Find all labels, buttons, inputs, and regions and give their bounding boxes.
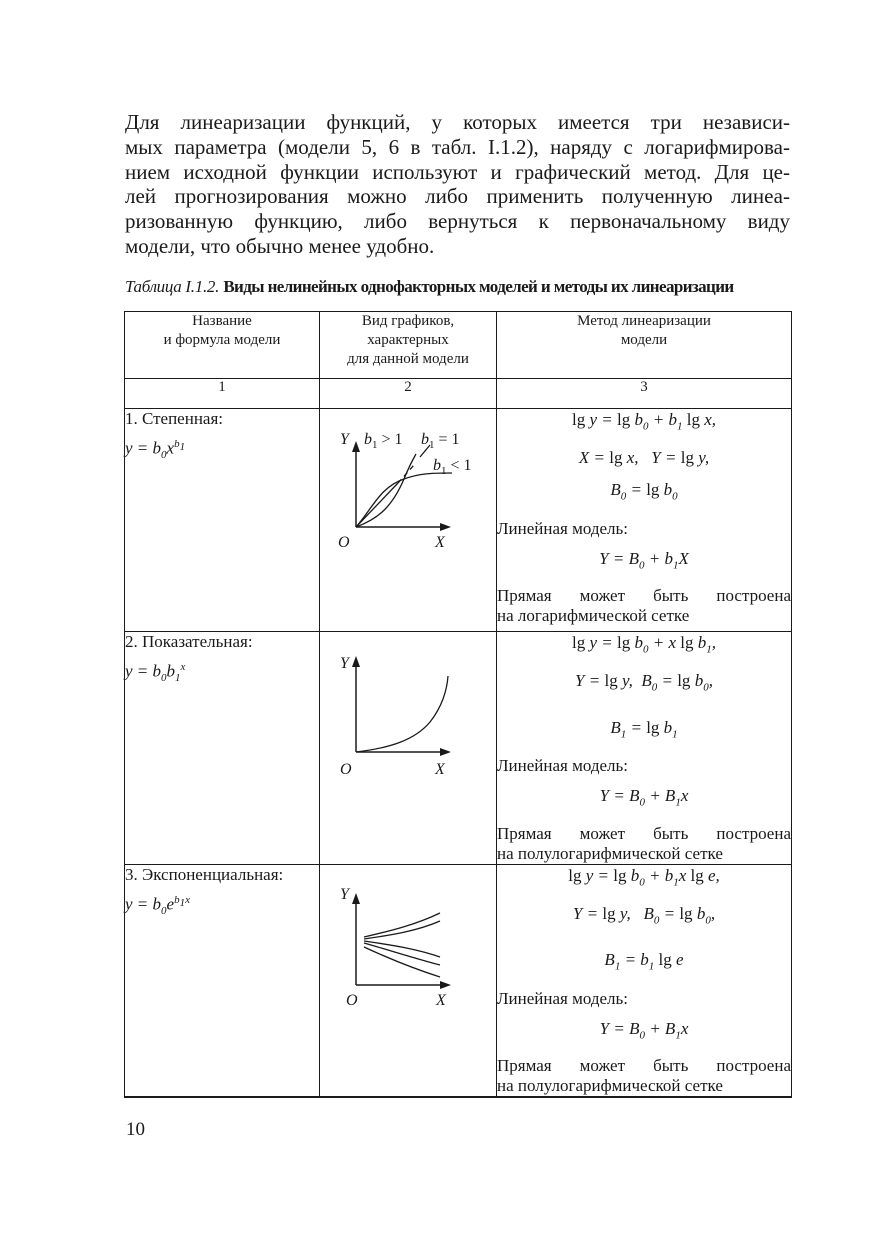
- method-note: Прямая может быть построена: [497, 823, 791, 843]
- paragraph-line: Для линеаризации функций, у которых имеется три независи-: [125, 110, 790, 134]
- model-name-cell: [125, 632, 320, 865]
- paragraph-line: ризованную функцию, либо вернуться к первоначальному виду: [125, 209, 790, 234]
- method-note: на логарифмической сетке: [497, 606, 690, 626]
- header-graph-type: [320, 312, 497, 379]
- model-name: 1. Степенная:: [125, 409, 224, 428]
- curve-b1-eq-1: [356, 483, 398, 527]
- equation: $Y = B_0 + b_1X$: [599, 548, 689, 572]
- page-number: 10: [126, 1119, 145, 1140]
- method-note: Прямая может быть построена: [497, 1056, 791, 1076]
- model-formula: $y = b_0e^{b_1x}$: [125, 893, 190, 917]
- method-note: на полулогарифмической сетке: [497, 843, 723, 863]
- equation: $B_1 = b_1$ lg e: [604, 950, 684, 973]
- header-model-name: [125, 312, 320, 379]
- equation: X = lg x, Y = lg y,: [578, 448, 710, 468]
- origin-label: O: [338, 534, 350, 551]
- equation: Y = lg y, $B_0 = \lg b_0$,: [572, 903, 716, 927]
- header-text: Название: [192, 313, 252, 329]
- curve-b1-lt-1: [356, 473, 452, 527]
- equation: $\lg y = \lg b_0 + x$ $\lg b_1$,: [571, 633, 716, 656]
- header-text: Вид графиков,: [361, 313, 455, 329]
- equation: $\lg y = \lg b_0 + b_1$ lg x,: [571, 410, 716, 433]
- method-note: на полулогарифмической сетке: [497, 1076, 723, 1096]
- model-name-cell: [125, 864, 320, 1097]
- y-axis-arrow: [352, 893, 360, 904]
- column-number: 2: [320, 379, 497, 409]
- method-cell: [497, 409, 792, 632]
- equation: $Y = B_0 + B_1x$: [599, 1018, 689, 1042]
- equation: Y = lg y, $B_0 = \lg b_0$,: [575, 671, 713, 694]
- axis-x-label: X: [436, 991, 446, 1009]
- table-header-row: [125, 312, 792, 379]
- origin-label: O: [346, 991, 358, 1009]
- linear-model-label: Линейная модель:: [497, 756, 629, 776]
- table-row: [125, 409, 792, 632]
- header-text: и формула модели: [163, 332, 281, 348]
- linear-model-label: Линейная модель:: [497, 988, 629, 1008]
- x-axis-arrow: [440, 981, 451, 989]
- axis-y-label: Y: [340, 655, 349, 672]
- exponential-e-graph: [320, 865, 496, 1093]
- header-text: для данной модели: [347, 351, 469, 367]
- curve-up-2: [364, 921, 440, 939]
- paragraph-line: нием исходной функции используют и графический метод. Для це-: [125, 159, 790, 184]
- exponential-graph: [320, 632, 496, 858]
- models-table: [124, 311, 792, 1098]
- equation: $Y = B_0 + B_1x$: [599, 786, 689, 809]
- growth-curve: [356, 676, 448, 752]
- model-name-cell: [125, 409, 320, 632]
- equation: $B_1 = \lg b_1$: [610, 717, 678, 741]
- equation: $B_0 = \lg b_0$: [610, 480, 678, 503]
- graph-cell: [320, 864, 497, 1097]
- paragraph-line: модели, что обычно менее удобно.: [125, 233, 435, 258]
- header-text: Метод линеаризации: [577, 313, 711, 329]
- method-cell: [497, 864, 792, 1097]
- equation: $\lg y = \lg b_0 + b_1x$ lg e,: [568, 865, 720, 888]
- axis-y-label: Y: [340, 431, 349, 448]
- model-formula: $y = b_0x^{b_1}$: [125, 438, 186, 462]
- header-text: характерных: [367, 332, 449, 348]
- graph-cell: [320, 632, 497, 865]
- method-cell: [497, 632, 792, 865]
- header-method: [497, 312, 792, 379]
- paragraph-line: лей прогнозирования можно либо применить полученную линеа-: [125, 184, 790, 209]
- dashed-guide: [398, 465, 414, 483]
- method-note: Прямая может быть построена: [497, 586, 791, 606]
- graph-cell: [320, 409, 497, 632]
- label-b1-gt-1: $b_1 > 1$: [364, 431, 403, 451]
- table-row: [125, 864, 792, 1097]
- model-name: 2. Показательная:: [125, 632, 253, 651]
- axis-x-label: X: [435, 761, 445, 778]
- origin-label: O: [340, 761, 352, 778]
- intro-paragraph: [125, 110, 790, 259]
- axis-x-label: X: [435, 534, 445, 551]
- linear-model-label: Линейная модель:: [497, 518, 629, 538]
- label-b1-lt-1: $b_1 < 1$: [433, 457, 472, 477]
- model-formula: $y = b_0b_1^x$: [125, 661, 186, 685]
- column-number: 1: [125, 379, 320, 409]
- model-name: 3. Экспоненциальная:: [125, 864, 284, 884]
- column-number-row: [125, 379, 792, 409]
- axis-y-label: Y: [340, 885, 349, 903]
- table-row: [125, 632, 792, 865]
- table-caption-label: Таблица I.1.2.: [125, 277, 220, 296]
- x-axis-arrow: [440, 523, 451, 531]
- y-axis-arrow: [352, 441, 360, 452]
- paragraph-line: мых параметра (модели 5, 6 в табл. I.1.2), наряду с логарифмирова-: [125, 134, 790, 159]
- table-caption: [125, 277, 790, 297]
- y-axis-arrow: [352, 656, 360, 667]
- label-b1-eq-1: $b_1 = 1$: [421, 431, 460, 451]
- x-axis-arrow: [440, 748, 451, 756]
- table-caption-title: Виды нелинейных однофакторных моделей и методы их линеаризации: [223, 277, 734, 296]
- header-text: модели: [620, 332, 668, 348]
- column-number: 3: [497, 379, 792, 409]
- power-graph: [320, 409, 496, 631]
